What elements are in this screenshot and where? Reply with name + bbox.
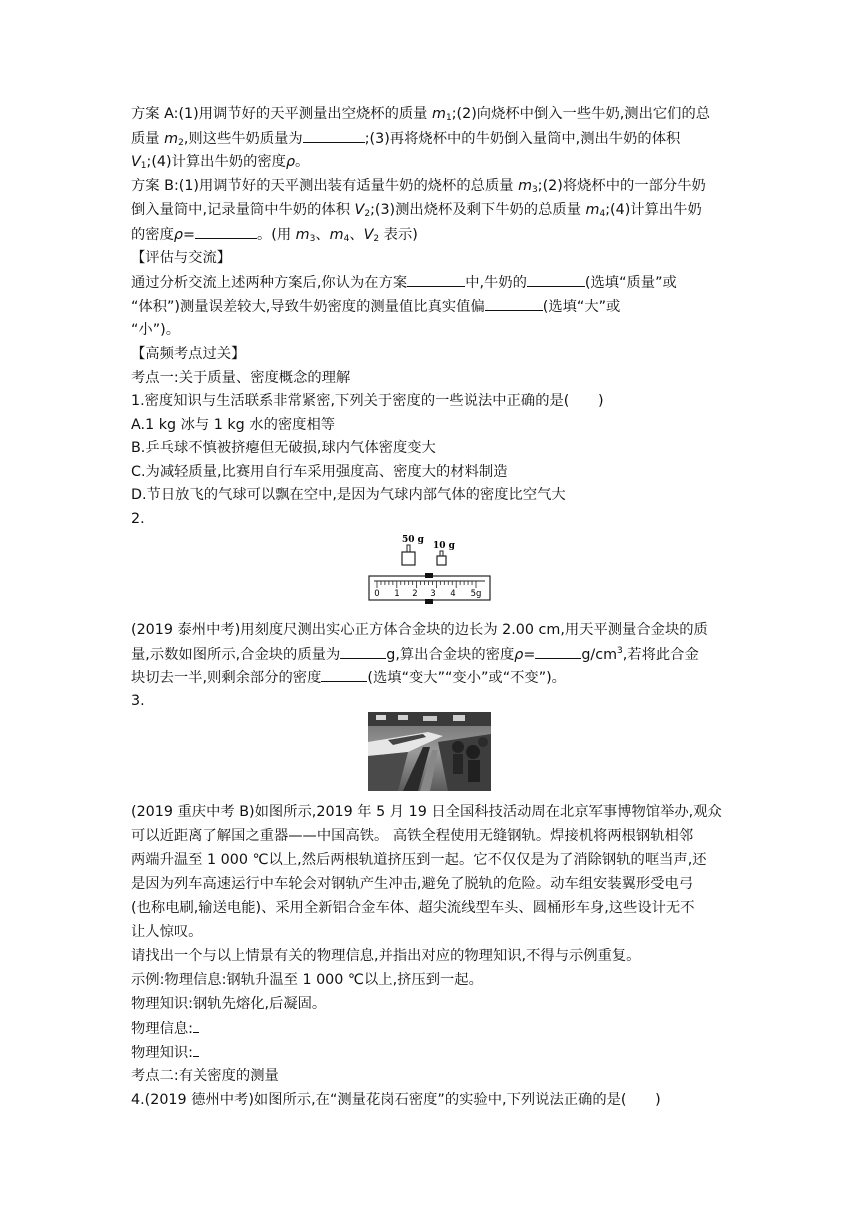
question-3-prompt: 请找出一个与以上情景有关的物理信息,并指出对应的物理知识,不得与示例重复。: [131, 948, 641, 964]
question-1-option-a: A.1 kg 冰与 1 kg 水的密度相等: [131, 417, 336, 433]
answer-blank[interactable]: [193, 1017, 199, 1033]
weight-10g-icon: [437, 556, 446, 565]
tick-label: 5g: [470, 589, 482, 599]
balance-weights-figure: [368, 532, 492, 606]
answer-blank[interactable]: [535, 643, 581, 659]
evaluation-line-1: 通过分析交流上述两种方案后,你认为在方案 中,牛奶的 (选填“质量”或: [131, 271, 677, 294]
tick-label: 1: [394, 589, 400, 599]
answer-blank[interactable]: [195, 223, 257, 239]
tick-label: 2: [412, 589, 418, 599]
high-frequency-heading: 【高频考点过关】: [131, 346, 246, 362]
evaluation-heading: 【评估与交流】: [131, 250, 232, 266]
weight-50g-label: 50 g: [402, 535, 424, 545]
question-3-example-knowledge: 物理知识:钢轨先熔化,后凝固。: [131, 996, 327, 1012]
question-2-number: 2.: [131, 511, 145, 527]
tick-label: 4: [450, 589, 456, 599]
weight-50g-icon: [402, 552, 415, 565]
tick-label: 3: [430, 589, 436, 599]
question-4: 4.(2019 德州中考)如图所示,在“测量花岗石密度”的实验中,下列说法正确的是( ): [131, 1092, 661, 1108]
question-3-knowledge-answer: 物理知识:: [131, 1041, 199, 1064]
plan-a-line-2: 质量 $m_2$,则这些牛奶质量为 ;(3)再将烧杯中的牛奶倒入量筒中,测出牛奶的体积: [131, 127, 680, 150]
question-1: 1.密度知识与生活联系非常紧密,下列关于密度的一些说法中正确的是( ): [131, 393, 604, 409]
question-2-line-2: 量,示数如图所示,合金块的质量为 g,算出合金块的密度$\rho= g/cm^3$,若将此合金: [131, 643, 699, 666]
question-1-option-d: D.节日放飞的气球可以飘在空中,是因为气球内部气体的密度比空气大: [131, 487, 566, 503]
topic-1-title: 考点一:关于质量、密度概念的理解: [131, 370, 351, 386]
question-3-number: 3.: [131, 693, 145, 709]
answer-blank[interactable]: [527, 271, 585, 287]
answer-blank[interactable]: [193, 1041, 199, 1057]
question-3-line-1: (2019 重庆中考 B)如图所示,2019 年 5 月 19 日全国科技活动周在北京军事博物馆举办,观众: [131, 804, 722, 820]
question-3-info-answer: 物理信息:: [131, 1017, 199, 1040]
weight-10g-label: 10 g: [433, 541, 455, 551]
answer-blank[interactable]: [303, 127, 365, 143]
weight-50g-knob: [407, 545, 410, 552]
topic-2-title: 考点二:有关密度的测量: [131, 1068, 279, 1084]
answer-blank[interactable]: [321, 666, 367, 682]
weight-10g-knob: [440, 551, 443, 556]
balance-rider-bottom: [425, 599, 433, 604]
plan-b-line-1: 方案 B:(1)用调节好的天平测出装有适量牛奶的烧杯的总质量 $m_3;(2)$将烧杯中的一部分牛奶: [131, 178, 706, 195]
plan-b-line-3: 的密度ρ= 。(用 $m_3$、$m_4$、$V_2$ 表示): [131, 223, 418, 246]
evaluation-line-3: “小”)。: [131, 322, 180, 338]
answer-blank[interactable]: [407, 271, 465, 287]
answer-blank[interactable]: [340, 643, 386, 659]
plan-a-line-3: $V_1;(4)$计算出牛奶的密度ρ。: [131, 154, 310, 171]
evaluation-line-2: “体积”)测量误差较大,导致牛奶密度的测量值比真实值偏 (选填“大”或: [131, 295, 620, 318]
question-1-option-b: B.乒乓球不慎被挤瘪但无破损,球内气体密度变大: [131, 440, 436, 456]
plan-b-line-2: 倒入量筒中,记录量筒中牛奶的体积 $V_2;(3)$测出烧杯及剩下牛奶的总质量 $m_4;(4)$计算出牛奶: [131, 202, 702, 219]
question-2-line-1: (2019 泰州中考)用刻度尺测出实心正方体合金块的边长为 2.00 cm,用天平测量合金块的质: [131, 622, 708, 638]
question-3-line-3: 两端升温至 1 000 ℃以上,然后两根轨道挤压到一起。它不仅仅是为了消除钢轨的哐当声,还: [131, 852, 707, 868]
question-3-line-6: 让人惊叹。: [131, 924, 203, 940]
question-3-line-2: 可以近距离了解国之重器——中国高铁。 高铁全程使用无缝钢轨。焊接机将两根钢轨相邻: [131, 828, 694, 844]
question-2-line-3: 块切去一半,则剩余部分的密度 (选填“变大”“变小”或“不变”)。: [131, 666, 566, 689]
question-3-line-5: (也称电刷,输送电能)、采用全新铝合金车体、超尖流线型车头、圆桶形车身,这些设计无不: [131, 900, 695, 916]
tick-label: 0: [374, 589, 380, 599]
question-3-example-info: 示例:物理信息:钢轨升温至 1 000 ℃以上,挤压到一起。: [131, 972, 483, 988]
question-1-option-c: C.为减轻质量,比赛用自行车采用强度高、密度大的材料制造: [131, 464, 508, 480]
plan-a-line-1: 方案 A:(1)用调节好的天平测量出空烧杯的质量 $m_1;(2)$向烧杯中倒入一些牛奶,测出它们的总: [131, 106, 711, 123]
balance-rider-top: [425, 573, 433, 578]
answer-blank[interactable]: [485, 295, 543, 311]
question-3-line-4: 是因为列车高速运行中车轮会对钢轨产生冲击,避免了脱轨的危险。动车组安装翼形受电弓: [131, 876, 694, 892]
high-speed-train-photo: [368, 712, 491, 791]
